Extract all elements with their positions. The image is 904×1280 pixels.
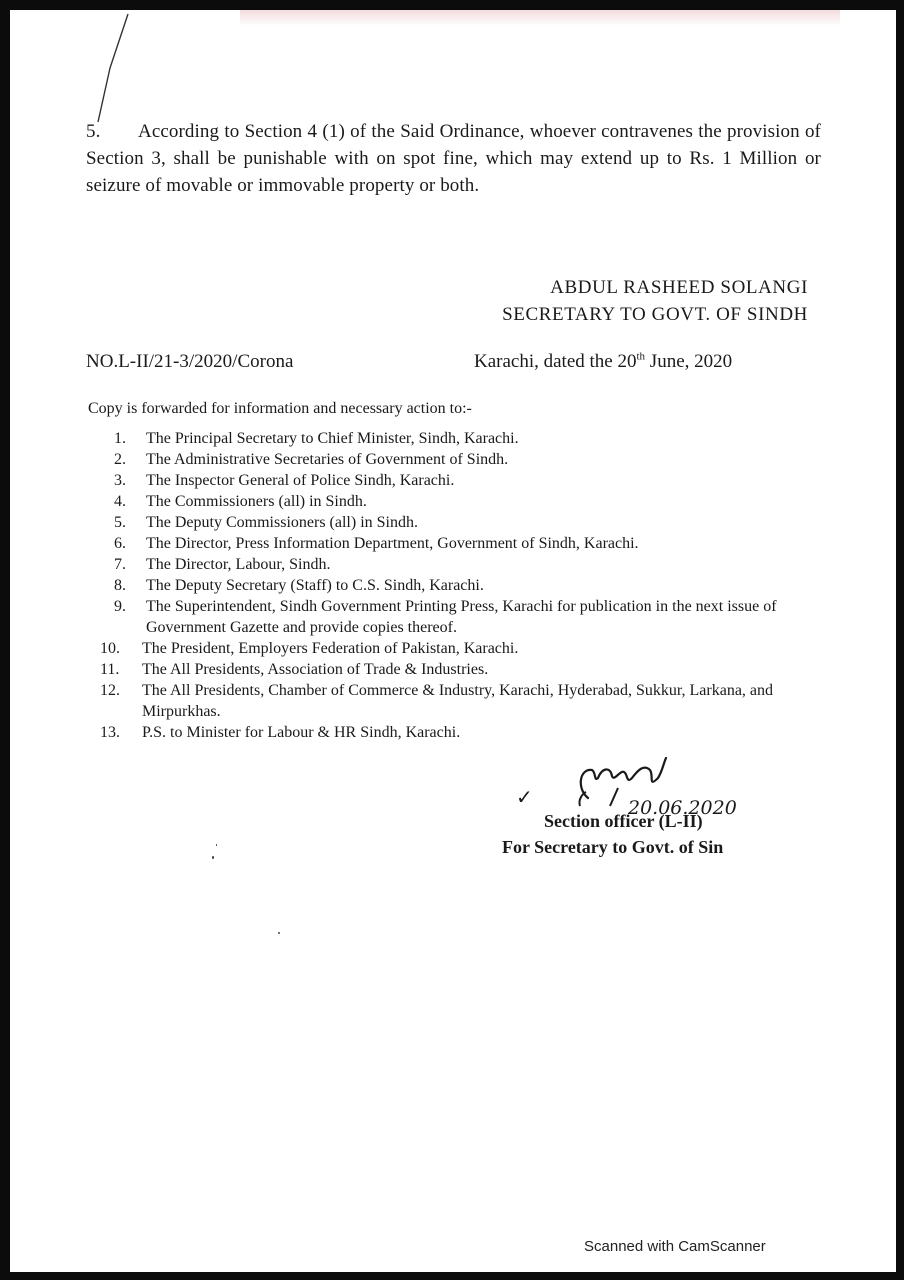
copy-list-item (114, 575, 814, 596)
copy-list-text: The All Presidents, Chamber of Commerce & Industry, Karachi, Hyderabad, Sukkur, Larkana, and Mirpurkhas. (142, 682, 774, 720)
copy-list-item (114, 491, 814, 512)
copy-list-text: P.S. to Minister for Labour & HR Sindh, Karachi. (142, 724, 461, 741)
scan-speck (212, 856, 214, 859)
paragraph-text: According to Section 4 (1) of the Said Ordinance, whoever contravenes the provision of Section 3, shall be punishable with on spot fine, which may extend up to Rs. 1 Million or seizure of movable or immovable property or both. (86, 121, 821, 196)
copy-list-item (114, 554, 814, 575)
copy-list-item (114, 428, 814, 449)
copy-list-item (100, 659, 814, 680)
copy-list-item (114, 470, 814, 491)
copy-list-number: 9. (114, 598, 126, 615)
copy-list-number: 4. (114, 493, 126, 510)
copy-list-text: The Administrative Secretaries of Government of Sindh. (146, 451, 509, 468)
copy-list-text: The Superintendent, Sindh Government Printing Press, Karachi for publication in the next issue of Government Gazette and provide copies thereof. (146, 598, 777, 636)
copy-list-text: The President, Employers Federation of Pakistan, Karachi. (142, 640, 519, 657)
copy-list-text: The Deputy Commissioners (all) in Sindh. (146, 514, 418, 531)
paragraph-number: 5. (86, 121, 101, 142)
copy-list-number: 13. (100, 724, 120, 741)
copy-list-text: The Director, Labour, Sindh. (146, 556, 331, 573)
copy-list-text: The Deputy Secretary (Staff) to C.S. Sindh, Karachi. (146, 577, 484, 594)
signature-date: 20.06.2020 (628, 797, 737, 818)
signatory-block (502, 274, 808, 328)
camscanner-watermark: Scanned with CamScanner (584, 1238, 766, 1255)
copy-list-item (114, 533, 814, 554)
officer-block (502, 808, 723, 860)
copy-list-number: 1. (114, 430, 126, 447)
copy-list-number: 12. (100, 682, 120, 699)
signatory-designation: SECRETARY TO GOVT. OF SINDH (502, 304, 808, 325)
copy-list-number: 3. (114, 472, 126, 489)
copy-list-item (100, 638, 814, 659)
copy-list-number: 6. (114, 535, 126, 552)
scan-speck (216, 844, 217, 846)
scan-speck (278, 932, 280, 934)
date-suffix: th (636, 350, 646, 363)
officer-title: Section officer (L-II) (544, 811, 703, 831)
signatory-name: ABDUL RASHEED SOLANGI (550, 277, 808, 298)
copy-intro: Copy is forwarded for information and necessary action to:- (88, 400, 472, 417)
copy-list-text: The All Presidents, Association of Trade & Industries. (142, 661, 489, 678)
paragraph-5 (86, 118, 821, 199)
copy-list-text: The Principal Secretary to Chief Minister, Sindh, Karachi. (146, 430, 519, 447)
document-page (10, 10, 896, 1272)
copy-recipient-list (100, 428, 814, 743)
reference-date (474, 348, 732, 375)
copy-list-number: 2. (114, 451, 126, 468)
officer-for-line: For Secretary to Govt. of Sin (502, 837, 724, 857)
scan-smudge (240, 10, 840, 26)
copy-list-number: 11. (100, 661, 120, 678)
check-mark: ✓ (516, 785, 533, 809)
copy-list-item (100, 722, 814, 743)
copy-list-text: The Commissioners (all) in Sindh. (146, 493, 367, 510)
copy-list-item (114, 512, 814, 533)
date-rest: June, 2020 (645, 351, 733, 372)
copy-list-text: The Inspector General of Police Sindh, Karachi. (146, 472, 455, 489)
date-prefix: Karachi, dated the 20 (474, 351, 637, 372)
copy-list-number: 7. (114, 556, 126, 573)
copy-list-text: The Director, Press Information Department, Government of Sindh, Karachi. (146, 535, 639, 552)
copy-list-item (114, 596, 814, 638)
copy-list-item (114, 449, 814, 470)
reference-number: NO.L-II/21-3/2020/Corona (86, 351, 294, 372)
copy-list-number: 8. (114, 577, 126, 594)
copy-list-number: 5. (114, 514, 126, 531)
copy-list-number: 10. (100, 640, 120, 657)
copy-list-item (100, 680, 814, 722)
